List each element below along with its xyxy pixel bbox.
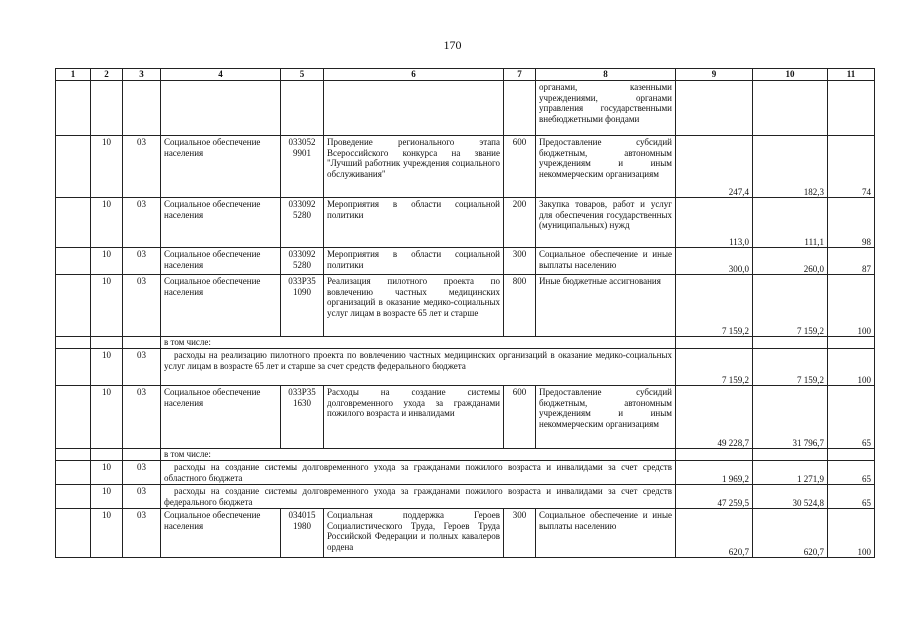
subsection-code-cell: 03 <box>123 136 161 198</box>
target-name-cell: Расходы на создание системы долговременного ухода за гражданами пожилого возраста и инвалидами <box>324 386 504 449</box>
expense-type-cell: Предоставление субсидий бюджетным, автономным учреждениям и иным некоммерческим организациям <box>536 136 676 198</box>
target-code-cell: 033092 5280 <box>281 248 324 275</box>
subsection-code-cell: 03 <box>123 248 161 275</box>
including-label: в том числе: <box>161 337 676 349</box>
planned-amount-cell: 47 259,5 <box>676 485 753 509</box>
empty-cell <box>324 81 504 136</box>
empty-cell <box>753 81 828 136</box>
subsection-code-cell: 03 <box>123 198 161 248</box>
subsection-code-cell: 03 <box>123 275 161 337</box>
target-name-cell: Мероприятия в области социальной политики <box>324 198 504 248</box>
percent-cell: 65 <box>828 485 875 509</box>
empty-cell <box>676 449 753 461</box>
empty-cell <box>676 337 753 349</box>
section-code-cell: 10 <box>91 198 123 248</box>
column-header: 11 <box>828 69 875 81</box>
target-name-cell: Проведение регионального этапа Всероссийского конкурса на звание "Лучший работник учреждения социального обслуживания" <box>324 136 504 198</box>
section-code-cell: 10 <box>91 509 123 558</box>
executed-amount-cell: 1 271,9 <box>753 461 828 485</box>
column-header: 9 <box>676 69 753 81</box>
planned-amount-cell: 7 159,2 <box>676 275 753 337</box>
empty-cell <box>281 81 324 136</box>
section-code-cell: 10 <box>91 248 123 275</box>
empty-cell <box>56 81 91 136</box>
section-code-cell: 10 <box>91 275 123 337</box>
percent-cell: 100 <box>828 275 875 337</box>
table-row <box>56 136 875 198</box>
including-label: в том числе: <box>161 449 676 461</box>
section-code-cell: 10 <box>91 386 123 449</box>
section-name-cell: Социальное обеспечение населения <box>161 248 281 275</box>
expense-type-cell: Социальное обеспечение и иные выплаты населению <box>536 509 676 558</box>
empty-cell <box>123 449 161 461</box>
column-header: 3 <box>123 69 161 81</box>
executed-amount-cell: 260,0 <box>753 248 828 275</box>
executed-amount-cell: 7 159,2 <box>753 275 828 337</box>
empty-cell <box>504 81 536 136</box>
empty-cell <box>123 337 161 349</box>
empty-cell <box>56 349 91 386</box>
empty-cell <box>56 461 91 485</box>
column-header: 2 <box>91 69 123 81</box>
table-row <box>56 198 875 248</box>
subsection-code-cell: 03 <box>123 485 161 509</box>
percent-cell: 100 <box>828 349 875 386</box>
empty-cell <box>753 337 828 349</box>
planned-amount-cell: 300,0 <box>676 248 753 275</box>
column-header: 8 <box>536 69 676 81</box>
empty-cell <box>676 81 753 136</box>
planned-amount-cell: 1 969,2 <box>676 461 753 485</box>
empty-cell <box>56 449 91 461</box>
empty-cell <box>91 81 123 136</box>
subsection-code-cell: 03 <box>123 461 161 485</box>
subsection-code-cell: 03 <box>123 349 161 386</box>
table-row <box>56 461 875 485</box>
section-name-cell: Социальное обеспечение населения <box>161 198 281 248</box>
planned-amount-cell: 113,0 <box>676 198 753 248</box>
section-code-cell: 10 <box>91 485 123 509</box>
executed-amount-cell: 620,7 <box>753 509 828 558</box>
expense-code-cell: 300 <box>504 248 536 275</box>
expense-code-cell: 600 <box>504 386 536 449</box>
empty-cell <box>56 337 91 349</box>
planned-amount-cell: 247,4 <box>676 136 753 198</box>
empty-cell <box>828 449 875 461</box>
percent-cell: 65 <box>828 461 875 485</box>
empty-cell <box>56 509 91 558</box>
executed-amount-cell: 31 796,7 <box>753 386 828 449</box>
expense-code-cell: 800 <box>504 275 536 337</box>
section-name-cell: Социальное обеспечение населения <box>161 509 281 558</box>
planned-amount-cell: 7 159,2 <box>676 349 753 386</box>
empty-cell <box>56 198 91 248</box>
empty-cell <box>91 449 123 461</box>
table-row <box>56 337 875 349</box>
empty-cell <box>161 81 281 136</box>
table-row <box>56 81 875 136</box>
section-code-cell: 10 <box>91 136 123 198</box>
percent-cell: 87 <box>828 248 875 275</box>
empty-cell <box>828 337 875 349</box>
executed-amount-cell: 111,1 <box>753 198 828 248</box>
section-name-cell: Социальное обеспечение населения <box>161 136 281 198</box>
table-row <box>56 449 875 461</box>
target-name-cell: Реализация пилотного проекта по вовлечению частных медицинских организаций в оказание медико-социальных услуг лицам в возрасте 65 лет и старше <box>324 275 504 337</box>
target-code-cell: 033092 5280 <box>281 198 324 248</box>
expense-type-cell: Иные бюджетные ассигнования <box>536 275 676 337</box>
column-header: 10 <box>753 69 828 81</box>
target-name-cell: Социальная поддержка Героев Социалистического Труда, Героев Труда Российской Федерации и полных кавалеров ордена <box>324 509 504 558</box>
empty-cell <box>56 275 91 337</box>
empty-cell <box>56 485 91 509</box>
expense-code-cell: 200 <box>504 198 536 248</box>
expense-code-cell: 600 <box>504 136 536 198</box>
header-row <box>56 69 875 81</box>
planned-amount-cell: 49 228,7 <box>676 386 753 449</box>
budget-table <box>55 68 875 558</box>
planned-amount-cell: 620,7 <box>676 509 753 558</box>
section-code-cell: 10 <box>91 349 123 386</box>
section-code-cell: 10 <box>91 461 123 485</box>
column-header: 7 <box>504 69 536 81</box>
percent-cell: 98 <box>828 198 875 248</box>
empty-cell <box>828 81 875 136</box>
column-header: 6 <box>324 69 504 81</box>
expense-type-cell: Предоставление субсидий бюджетным, автономным учреждениям и иным некоммерческим организациям <box>536 386 676 449</box>
table-row <box>56 485 875 509</box>
table-body <box>56 69 875 558</box>
expense-type-cell: Закупка товаров, работ и услуг для обеспечения государственных (муниципальных) нужд <box>536 198 676 248</box>
column-header: 5 <box>281 69 324 81</box>
page-number: 170 <box>443 38 462 52</box>
expense-type-cell: Социальное обеспечение и иные выплаты населению <box>536 248 676 275</box>
percent-cell: 74 <box>828 136 875 198</box>
executed-amount-cell: 182,3 <box>753 136 828 198</box>
column-header: 4 <box>161 69 281 81</box>
empty-cell <box>56 386 91 449</box>
table-row <box>56 349 875 386</box>
expense-type-cell: органами, казенными учреждениями, органами управления государственными внебюджетными фондами <box>536 81 676 136</box>
table-row <box>56 275 875 337</box>
target-code-cell: 033P35 1630 <box>281 386 324 449</box>
subsection-code-cell: 03 <box>123 509 161 558</box>
funding-note-cell: расходы на реализацию пилотного проекта по вовлечению частных медицинских организаций в оказание медико-социальных услуг лицам в возрасте 65 лет и старше за счет средств федерального бюджета <box>161 349 676 386</box>
funding-note-cell: расходы на создание системы долговременного ухода за гражданами пожилого возраста и инвалидами за счет средств федерального бюджета <box>161 485 676 509</box>
table-row <box>56 248 875 275</box>
funding-note-cell: расходы на создание системы долговременного ухода за гражданами пожилого возраста и инвалидами за счет средств областного бюджета <box>161 461 676 485</box>
percent-cell: 100 <box>828 509 875 558</box>
empty-cell <box>123 81 161 136</box>
empty-cell <box>753 449 828 461</box>
percent-cell: 65 <box>828 386 875 449</box>
empty-cell <box>56 136 91 198</box>
empty-cell <box>56 248 91 275</box>
target-name-cell: Мероприятия в области социальной политики <box>324 248 504 275</box>
target-code-cell: 033P35 1090 <box>281 275 324 337</box>
executed-amount-cell: 7 159,2 <box>753 349 828 386</box>
executed-amount-cell: 30 524,8 <box>753 485 828 509</box>
expense-code-cell: 300 <box>504 509 536 558</box>
table-row <box>56 386 875 449</box>
table-row <box>56 509 875 558</box>
target-code-cell: 033052 9901 <box>281 136 324 198</box>
column-header: 1 <box>56 69 91 81</box>
section-name-cell: Социальное обеспечение населения <box>161 386 281 449</box>
subsection-code-cell: 03 <box>123 386 161 449</box>
section-name-cell: Социальное обеспечение населения <box>161 275 281 337</box>
empty-cell <box>91 337 123 349</box>
target-code-cell: 034015 1980 <box>281 509 324 558</box>
